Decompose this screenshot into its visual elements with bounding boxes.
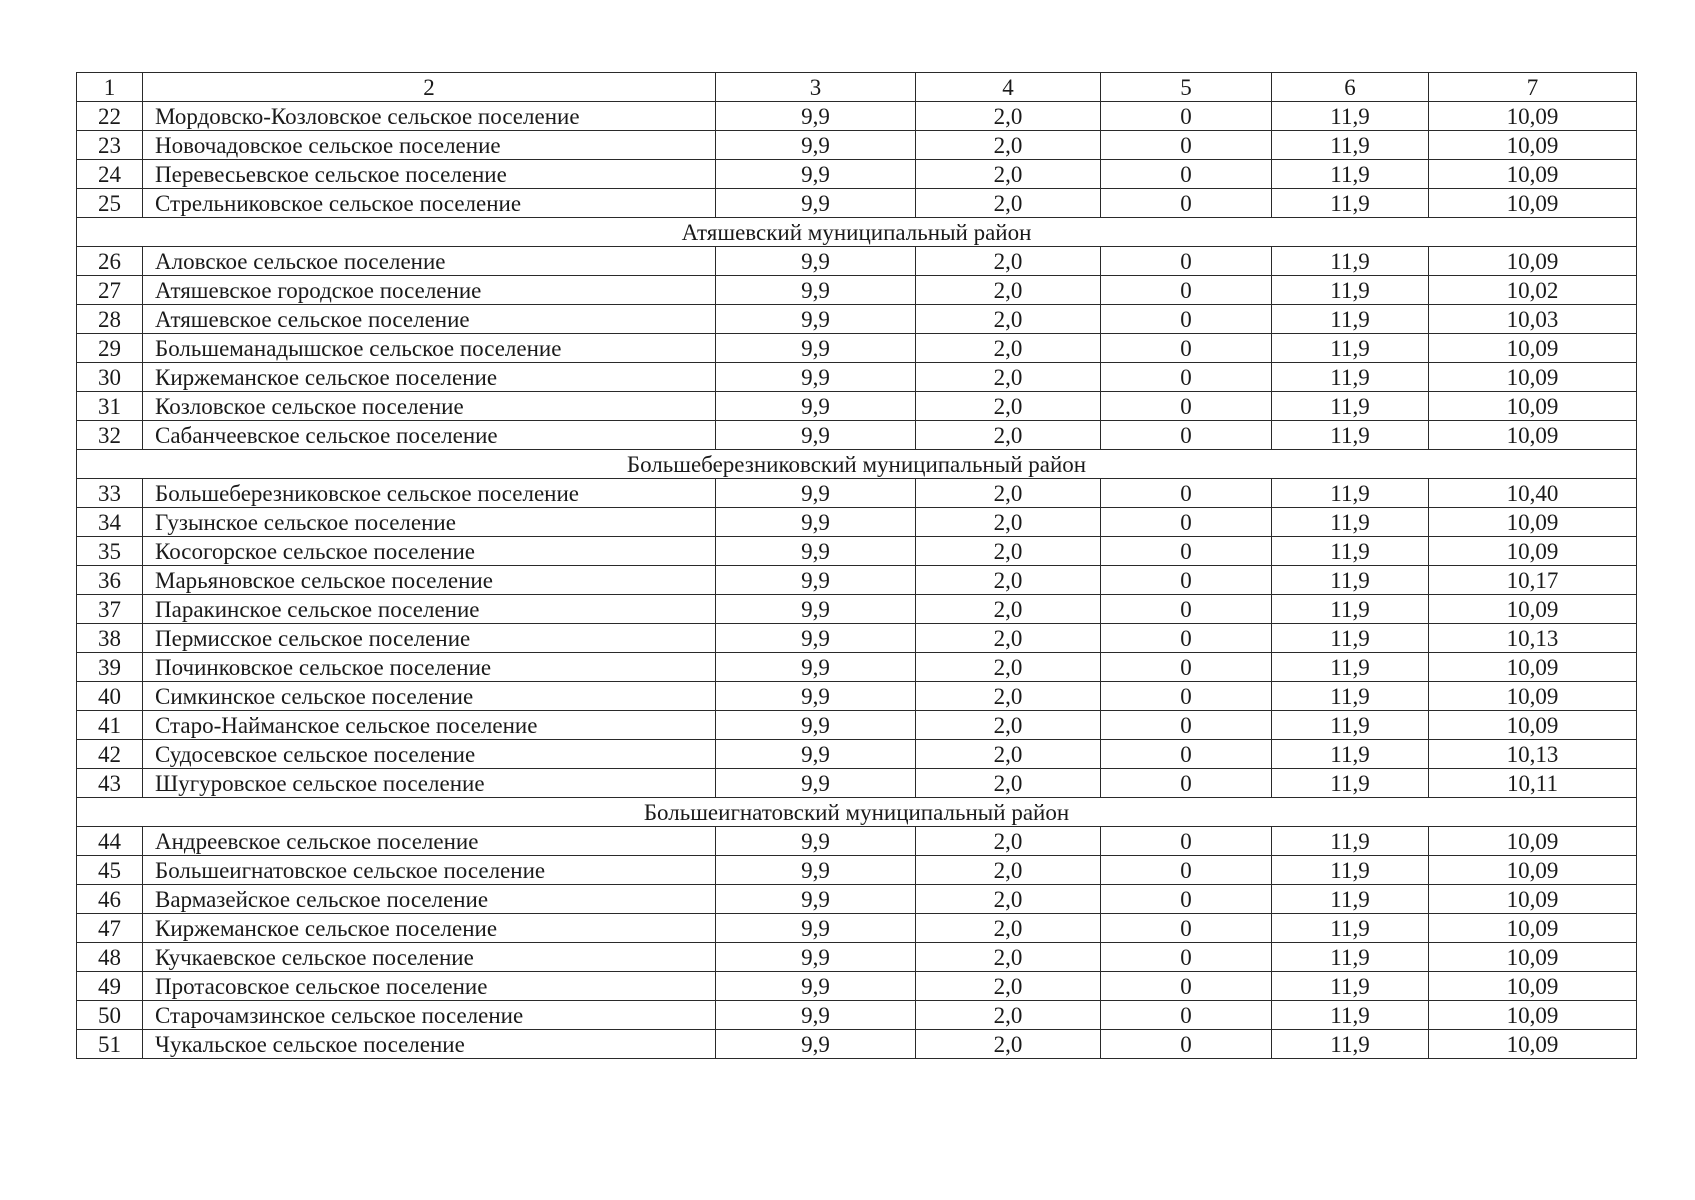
row-number-cell: 46 xyxy=(77,885,143,914)
value-cell-col4: 2,0 xyxy=(916,247,1101,276)
value-cell-col4: 2,0 xyxy=(916,769,1101,798)
value-cell-col7: 10,40 xyxy=(1429,479,1637,508)
value-cell-col3: 9,9 xyxy=(716,740,916,769)
value-cell-col6: 11,9 xyxy=(1272,102,1429,131)
settlement-name-cell: Симкинское сельское поселение xyxy=(143,682,716,711)
row-number-cell: 29 xyxy=(77,334,143,363)
value-cell-col6: 11,9 xyxy=(1272,537,1429,566)
table-row xyxy=(77,1030,1637,1059)
row-number-cell: 43 xyxy=(77,769,143,798)
table-row xyxy=(77,972,1637,1001)
value-cell-col3: 9,9 xyxy=(716,1030,916,1059)
value-cell-col4: 2,0 xyxy=(916,1001,1101,1030)
value-cell-col5: 0 xyxy=(1101,276,1272,305)
value-cell-col5: 0 xyxy=(1101,914,1272,943)
value-cell-col6: 11,9 xyxy=(1272,682,1429,711)
table-row xyxy=(77,769,1637,798)
column-header: 2 xyxy=(143,73,716,102)
row-number-cell: 39 xyxy=(77,653,143,682)
row-number-cell: 47 xyxy=(77,914,143,943)
value-cell-col3: 9,9 xyxy=(716,508,916,537)
value-cell-col3: 9,9 xyxy=(716,247,916,276)
column-header: 4 xyxy=(916,73,1101,102)
value-cell-col7: 10,09 xyxy=(1429,914,1637,943)
value-cell-col7: 10,09 xyxy=(1429,363,1637,392)
row-number-cell: 41 xyxy=(77,711,143,740)
value-cell-col5: 0 xyxy=(1101,247,1272,276)
value-cell-col3: 9,9 xyxy=(716,885,916,914)
value-cell-col3: 9,9 xyxy=(716,827,916,856)
value-cell-col6: 11,9 xyxy=(1272,1001,1429,1030)
value-cell-col3: 9,9 xyxy=(716,392,916,421)
value-cell-col6: 11,9 xyxy=(1272,305,1429,334)
value-cell-col4: 2,0 xyxy=(916,421,1101,450)
value-cell-col3: 9,9 xyxy=(716,189,916,218)
value-cell-col7: 10,09 xyxy=(1429,247,1637,276)
table-row xyxy=(77,566,1637,595)
value-cell-col7: 10,09 xyxy=(1429,102,1637,131)
row-number-cell: 34 xyxy=(77,508,143,537)
table-row xyxy=(77,595,1637,624)
value-cell-col3: 9,9 xyxy=(716,479,916,508)
row-number-cell: 31 xyxy=(77,392,143,421)
district-title: Атяшевский муниципальный район xyxy=(77,218,1637,247)
value-cell-col4: 2,0 xyxy=(916,131,1101,160)
table-row xyxy=(77,392,1637,421)
settlement-name-cell: Протасовское сельское поселение xyxy=(143,972,716,1001)
value-cell-col6: 11,9 xyxy=(1272,943,1429,972)
value-cell-col5: 0 xyxy=(1101,595,1272,624)
table-row xyxy=(77,885,1637,914)
value-cell-col3: 9,9 xyxy=(716,769,916,798)
settlement-name-cell: Паракинское сельское поселение xyxy=(143,595,716,624)
value-cell-col6: 11,9 xyxy=(1272,856,1429,885)
row-number-cell: 32 xyxy=(77,421,143,450)
document-page xyxy=(76,72,1636,1059)
value-cell-col4: 2,0 xyxy=(916,1030,1101,1059)
table-row xyxy=(77,421,1637,450)
district-header-row xyxy=(77,450,1637,479)
value-cell-col5: 0 xyxy=(1101,856,1272,885)
value-cell-col3: 9,9 xyxy=(716,595,916,624)
table-body xyxy=(77,73,1637,1059)
value-cell-col4: 2,0 xyxy=(916,624,1101,653)
value-cell-col7: 10,09 xyxy=(1429,885,1637,914)
value-cell-col6: 11,9 xyxy=(1272,595,1429,624)
value-cell-col7: 10,09 xyxy=(1429,508,1637,537)
value-cell-col5: 0 xyxy=(1101,769,1272,798)
value-cell-col6: 11,9 xyxy=(1272,479,1429,508)
value-cell-col6: 11,9 xyxy=(1272,276,1429,305)
value-cell-col5: 0 xyxy=(1101,334,1272,363)
table-row xyxy=(77,682,1637,711)
value-cell-col4: 2,0 xyxy=(916,479,1101,508)
value-cell-col3: 9,9 xyxy=(716,653,916,682)
settlements-table xyxy=(76,72,1637,1059)
value-cell-col5: 0 xyxy=(1101,392,1272,421)
value-cell-col7: 10,02 xyxy=(1429,276,1637,305)
settlement-name-cell: Шугуровское сельское поселение xyxy=(143,769,716,798)
value-cell-col5: 0 xyxy=(1101,972,1272,1001)
settlement-name-cell: Косогорское сельское поселение xyxy=(143,537,716,566)
row-number-cell: 45 xyxy=(77,856,143,885)
district-header-row xyxy=(77,798,1637,827)
value-cell-col5: 0 xyxy=(1101,943,1272,972)
table-row xyxy=(77,943,1637,972)
value-cell-col3: 9,9 xyxy=(716,334,916,363)
value-cell-col7: 10,09 xyxy=(1429,653,1637,682)
settlement-name-cell: Вармазейское сельское поселение xyxy=(143,885,716,914)
value-cell-col4: 2,0 xyxy=(916,566,1101,595)
settlement-name-cell: Большеберезниковское сельское поселение xyxy=(143,479,716,508)
table-row xyxy=(77,827,1637,856)
value-cell-col5: 0 xyxy=(1101,624,1272,653)
value-cell-col7: 10,17 xyxy=(1429,566,1637,595)
value-cell-col4: 2,0 xyxy=(916,276,1101,305)
value-cell-col7: 10,09 xyxy=(1429,1001,1637,1030)
value-cell-col6: 11,9 xyxy=(1272,160,1429,189)
value-cell-col4: 2,0 xyxy=(916,856,1101,885)
value-cell-col7: 10,09 xyxy=(1429,711,1637,740)
value-cell-col7: 10,13 xyxy=(1429,624,1637,653)
settlement-name-cell: Перевесьевское сельское поселение xyxy=(143,160,716,189)
value-cell-col4: 2,0 xyxy=(916,711,1101,740)
table-row xyxy=(77,363,1637,392)
value-cell-col6: 11,9 xyxy=(1272,653,1429,682)
settlement-name-cell: Сабанчеевское сельское поселение xyxy=(143,421,716,450)
value-cell-col6: 11,9 xyxy=(1272,392,1429,421)
settlement-name-cell: Козловское сельское поселение xyxy=(143,392,716,421)
value-cell-col4: 2,0 xyxy=(916,160,1101,189)
table-row xyxy=(77,131,1637,160)
value-cell-col5: 0 xyxy=(1101,102,1272,131)
column-header: 1 xyxy=(77,73,143,102)
value-cell-col4: 2,0 xyxy=(916,189,1101,218)
row-number-cell: 44 xyxy=(77,827,143,856)
value-cell-col4: 2,0 xyxy=(916,508,1101,537)
value-cell-col6: 11,9 xyxy=(1272,740,1429,769)
table-row xyxy=(77,508,1637,537)
value-cell-col6: 11,9 xyxy=(1272,189,1429,218)
value-cell-col6: 11,9 xyxy=(1272,566,1429,595)
value-cell-col3: 9,9 xyxy=(716,856,916,885)
value-cell-col7: 10,03 xyxy=(1429,305,1637,334)
row-number-cell: 30 xyxy=(77,363,143,392)
value-cell-col5: 0 xyxy=(1101,421,1272,450)
row-number-cell: 26 xyxy=(77,247,143,276)
value-cell-col7: 10,09 xyxy=(1429,682,1637,711)
value-cell-col6: 11,9 xyxy=(1272,334,1429,363)
settlement-name-cell: Андреевское сельское поселение xyxy=(143,827,716,856)
table-row xyxy=(77,537,1637,566)
value-cell-col5: 0 xyxy=(1101,305,1272,334)
settlement-name-cell: Новочадовское сельское поселение xyxy=(143,131,716,160)
value-cell-col5: 0 xyxy=(1101,1001,1272,1030)
row-number-cell: 40 xyxy=(77,682,143,711)
value-cell-col4: 2,0 xyxy=(916,305,1101,334)
value-cell-col7: 10,09 xyxy=(1429,189,1637,218)
row-number-cell: 51 xyxy=(77,1030,143,1059)
value-cell-col3: 9,9 xyxy=(716,537,916,566)
value-cell-col7: 10,09 xyxy=(1429,595,1637,624)
value-cell-col7: 10,09 xyxy=(1429,1030,1637,1059)
value-cell-col5: 0 xyxy=(1101,885,1272,914)
row-number-cell: 25 xyxy=(77,189,143,218)
settlement-name-cell: Пермисское сельское поселение xyxy=(143,624,716,653)
value-cell-col3: 9,9 xyxy=(716,566,916,595)
table-row xyxy=(77,160,1637,189)
value-cell-col4: 2,0 xyxy=(916,363,1101,392)
value-cell-col5: 0 xyxy=(1101,479,1272,508)
table-row xyxy=(77,479,1637,508)
row-number-cell: 50 xyxy=(77,1001,143,1030)
value-cell-col3: 9,9 xyxy=(716,363,916,392)
value-cell-col4: 2,0 xyxy=(916,740,1101,769)
value-cell-col5: 0 xyxy=(1101,363,1272,392)
settlement-name-cell: Стрельниковское сельское поселение xyxy=(143,189,716,218)
value-cell-col6: 11,9 xyxy=(1272,247,1429,276)
value-cell-col3: 9,9 xyxy=(716,305,916,334)
value-cell-col4: 2,0 xyxy=(916,392,1101,421)
row-number-cell: 27 xyxy=(77,276,143,305)
value-cell-col5: 0 xyxy=(1101,827,1272,856)
row-number-cell: 22 xyxy=(77,102,143,131)
row-number-cell: 38 xyxy=(77,624,143,653)
value-cell-col4: 2,0 xyxy=(916,972,1101,1001)
value-cell-col5: 0 xyxy=(1101,682,1272,711)
value-cell-col4: 2,0 xyxy=(916,334,1101,363)
value-cell-col4: 2,0 xyxy=(916,885,1101,914)
column-header: 6 xyxy=(1272,73,1429,102)
value-cell-col3: 9,9 xyxy=(716,711,916,740)
table-row xyxy=(77,247,1637,276)
value-cell-col4: 2,0 xyxy=(916,102,1101,131)
table-row xyxy=(77,653,1637,682)
value-cell-col5: 0 xyxy=(1101,566,1272,595)
settlement-name-cell: Киржеманское сельское поселение xyxy=(143,914,716,943)
column-header: 3 xyxy=(716,73,916,102)
value-cell-col7: 10,09 xyxy=(1429,334,1637,363)
row-number-cell: 37 xyxy=(77,595,143,624)
value-cell-col5: 0 xyxy=(1101,711,1272,740)
value-cell-col6: 11,9 xyxy=(1272,508,1429,537)
district-header-row xyxy=(77,218,1637,247)
settlement-name-cell: Марьяновское сельское поселение xyxy=(143,566,716,595)
column-header: 5 xyxy=(1101,73,1272,102)
value-cell-col4: 2,0 xyxy=(916,914,1101,943)
district-title: Большеберезниковский муниципальный район xyxy=(77,450,1637,479)
settlement-name-cell: Судосевское сельское поселение xyxy=(143,740,716,769)
value-cell-col7: 10,09 xyxy=(1429,421,1637,450)
value-cell-col4: 2,0 xyxy=(916,653,1101,682)
settlement-name-cell: Мордовско-Козловское сельское поселение xyxy=(143,102,716,131)
column-header-row xyxy=(77,73,1637,102)
settlement-name-cell: Кучкаевское сельское поселение xyxy=(143,943,716,972)
settlement-name-cell: Старочамзинское сельское поселение xyxy=(143,1001,716,1030)
settlement-name-cell: Большеманадышское сельское поселение xyxy=(143,334,716,363)
value-cell-col4: 2,0 xyxy=(916,943,1101,972)
value-cell-col6: 11,9 xyxy=(1272,1030,1429,1059)
settlement-name-cell: Атяшевское сельское поселение xyxy=(143,305,716,334)
table-row xyxy=(77,740,1637,769)
value-cell-col7: 10,09 xyxy=(1429,131,1637,160)
value-cell-col4: 2,0 xyxy=(916,595,1101,624)
settlement-name-cell: Чукальское сельское поселение xyxy=(143,1030,716,1059)
value-cell-col3: 9,9 xyxy=(716,943,916,972)
value-cell-col4: 2,0 xyxy=(916,682,1101,711)
settlement-name-cell: Атяшевское городское поселение xyxy=(143,276,716,305)
value-cell-col7: 10,09 xyxy=(1429,160,1637,189)
row-number-cell: 48 xyxy=(77,943,143,972)
value-cell-col3: 9,9 xyxy=(716,160,916,189)
settlement-name-cell: Гузынское сельское поселение xyxy=(143,508,716,537)
value-cell-col6: 11,9 xyxy=(1272,363,1429,392)
table-row xyxy=(77,711,1637,740)
table-row xyxy=(77,914,1637,943)
value-cell-col4: 2,0 xyxy=(916,537,1101,566)
value-cell-col6: 11,9 xyxy=(1272,711,1429,740)
value-cell-col3: 9,9 xyxy=(716,276,916,305)
row-number-cell: 23 xyxy=(77,131,143,160)
table-row xyxy=(77,334,1637,363)
district-title: Большеигнатовский муниципальный район xyxy=(77,798,1637,827)
settlement-name-cell: Большеигнатовское сельское поселение xyxy=(143,856,716,885)
table-row xyxy=(77,276,1637,305)
row-number-cell: 33 xyxy=(77,479,143,508)
table-row xyxy=(77,305,1637,334)
value-cell-col6: 11,9 xyxy=(1272,972,1429,1001)
value-cell-col5: 0 xyxy=(1101,131,1272,160)
value-cell-col3: 9,9 xyxy=(716,914,916,943)
value-cell-col7: 10,11 xyxy=(1429,769,1637,798)
settlement-name-cell: Аловское сельское поселение xyxy=(143,247,716,276)
settlement-name-cell: Починковское сельское поселение xyxy=(143,653,716,682)
value-cell-col7: 10,09 xyxy=(1429,856,1637,885)
row-number-cell: 49 xyxy=(77,972,143,1001)
value-cell-col5: 0 xyxy=(1101,537,1272,566)
row-number-cell: 28 xyxy=(77,305,143,334)
value-cell-col6: 11,9 xyxy=(1272,624,1429,653)
value-cell-col6: 11,9 xyxy=(1272,769,1429,798)
table-row xyxy=(77,856,1637,885)
value-cell-col3: 9,9 xyxy=(716,624,916,653)
value-cell-col3: 9,9 xyxy=(716,421,916,450)
value-cell-col6: 11,9 xyxy=(1272,131,1429,160)
table-row xyxy=(77,1001,1637,1030)
settlement-name-cell: Киржеманское сельское поселение xyxy=(143,363,716,392)
value-cell-col5: 0 xyxy=(1101,653,1272,682)
value-cell-col3: 9,9 xyxy=(716,682,916,711)
value-cell-col5: 0 xyxy=(1101,740,1272,769)
value-cell-col7: 10,09 xyxy=(1429,392,1637,421)
value-cell-col6: 11,9 xyxy=(1272,827,1429,856)
value-cell-col6: 11,9 xyxy=(1272,914,1429,943)
value-cell-col3: 9,9 xyxy=(716,131,916,160)
table-row xyxy=(77,102,1637,131)
value-cell-col7: 10,09 xyxy=(1429,972,1637,1001)
value-cell-col7: 10,09 xyxy=(1429,827,1637,856)
table-row xyxy=(77,189,1637,218)
value-cell-col3: 9,9 xyxy=(716,102,916,131)
value-cell-col5: 0 xyxy=(1101,189,1272,218)
settlement-name-cell: Старо-Найманское сельское поселение xyxy=(143,711,716,740)
table-row xyxy=(77,624,1637,653)
row-number-cell: 36 xyxy=(77,566,143,595)
row-number-cell: 24 xyxy=(77,160,143,189)
value-cell-col4: 2,0 xyxy=(916,827,1101,856)
value-cell-col7: 10,09 xyxy=(1429,537,1637,566)
value-cell-col7: 10,13 xyxy=(1429,740,1637,769)
row-number-cell: 42 xyxy=(77,740,143,769)
value-cell-col5: 0 xyxy=(1101,508,1272,537)
value-cell-col3: 9,9 xyxy=(716,972,916,1001)
row-number-cell: 35 xyxy=(77,537,143,566)
column-header: 7 xyxy=(1429,73,1637,102)
value-cell-col3: 9,9 xyxy=(716,1001,916,1030)
value-cell-col5: 0 xyxy=(1101,1030,1272,1059)
value-cell-col5: 0 xyxy=(1101,160,1272,189)
value-cell-col6: 11,9 xyxy=(1272,421,1429,450)
value-cell-col7: 10,09 xyxy=(1429,943,1637,972)
value-cell-col6: 11,9 xyxy=(1272,885,1429,914)
